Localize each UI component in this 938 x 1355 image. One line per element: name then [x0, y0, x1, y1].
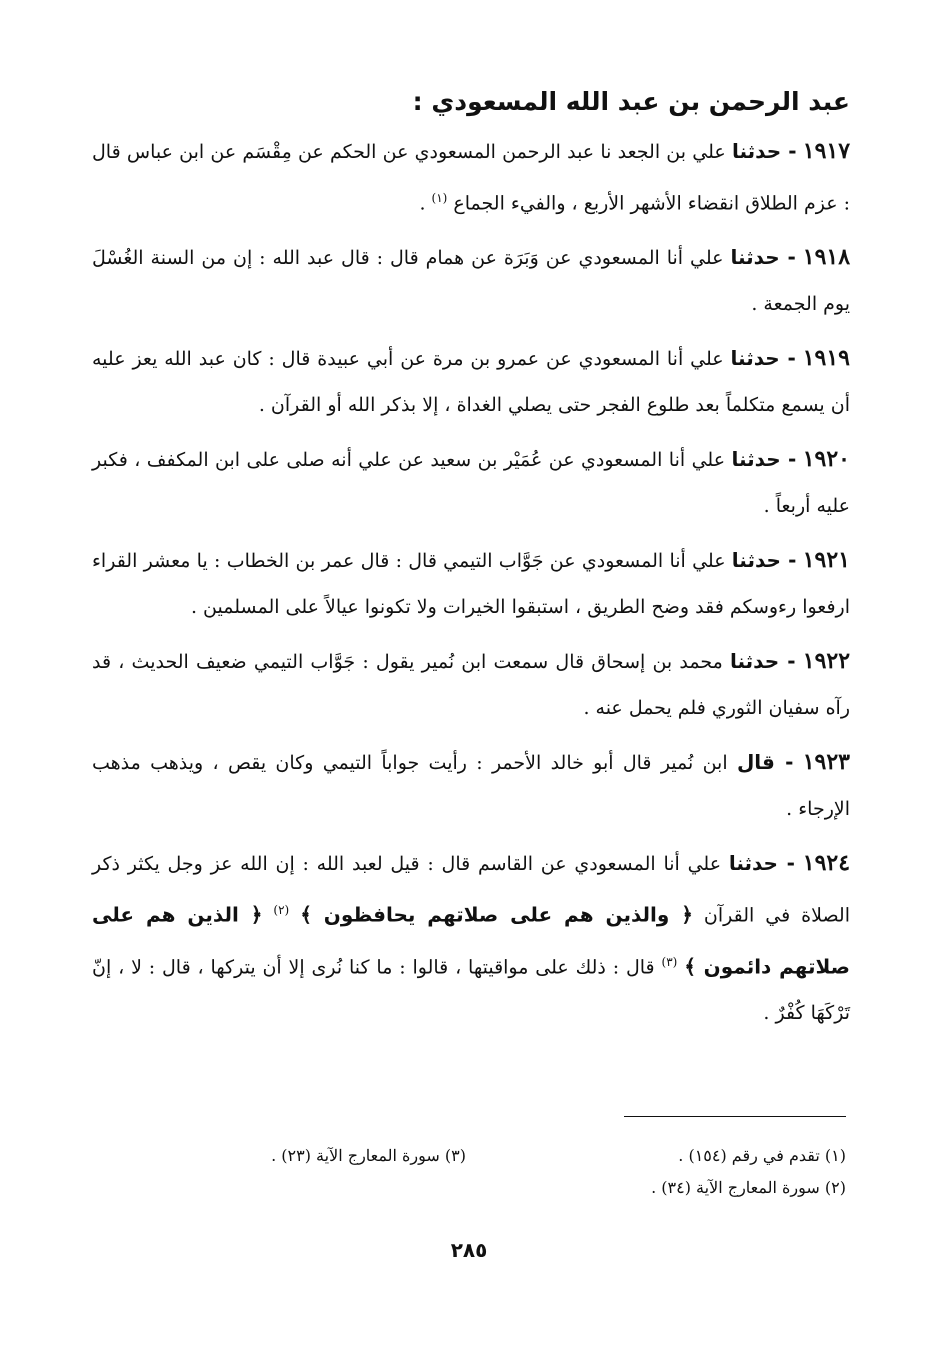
hadith-number: ١٩٢٢ [802, 648, 851, 675]
hadith-text: محمد بن إسحاق قال سمعت ابن نُمير يقول : جَوَّاب التيمي ضعيف الحديث ، قد رآه سفيان الثوري فلم يحمل عنه . [92, 651, 850, 720]
footnote-ref: (١) [431, 191, 448, 205]
narration-keyword: حدثنا [731, 548, 781, 573]
hadith-text-tail: قال : ذلك على مواقيتها ، قالوا : ما كنا نُرى إلا أن يتركها ، قال : لا ، إنّ تَرْكَهَا كُفْرٌ . [92, 955, 850, 1024]
hadith-1922: ١٩٢٢ - حدثنا محمد بن إسحاق قال سمعت ابن نُمير يقول : جَوَّاب التيمي ضعيف الحديث ، قد رآه سفيان الثوري فلم يحمل عنه . [92, 648, 851, 720]
hadith-1918: ١٩١٨ - حدثنا علي أنا المسعودي عن وَبَرَة عن همام قال : قال عبد الله : إن من السنة الغُسْلَ يوم الجمعة . [92, 244, 851, 316]
hadith-1921: ١٩٢١ - حدثنا علي أنا المسعودي عن جَوَّاب التيمي قال : قال عمر بن الخطاب : يا معشر القراء ارفعوا رءوسكم فقد وضح الطريق ، استبقوا الخيرات ولا تكونوا عيالاً على المسلمين . [92, 547, 850, 619]
narration-keyword: حدثنا [730, 346, 780, 371]
hadith-1924: ١٩٢٤ - حدثنا علي أنا المسعودي عن القاسم قال : قيل لعبد الله : إن الله عز وجل يكثر ذكر الصلاة في القرآن ﴿ والذين هم على صلاتهم يحافظون ﴾ $^{(٢)}$ ﴿ الذين هم على صلاتهم دائمون ﴾ $^{(٣)}$ قال : ذلك على مواقيتها ، قالوا : ما كنا نُرى إلا أن يتركها ، قال : لا ، إنّ تَرْكَهَا كُفْرٌ . [92, 850, 851, 1024]
narration-keyword: قال [736, 750, 775, 775]
hadith-text: علي أنا المسعودي عن عُمَيْر بن سعيد عن علي أنه صلى على ابن المكفف ، فكبر عليه أربعاً . [92, 449, 850, 518]
hadith-number: ١٩١٩ [802, 345, 850, 372]
hadith-text: علي أنا المسعودي عن وَبَرَة عن همام قال : قال عبد الله : إن من السنة الغُسْلَ يوم الجمعة . [92, 247, 850, 316]
hadith-1919: ١٩١٩ - حدثنا علي أنا المسعودي عن عمرو بن مرة عن أبي عبيدة قال : كان عبد الله يعز عليه أن يسمع متكلماً بعد طلوع الفجر حتى يصلي الغداة ، إلا بذكر الله أو القرآن . [92, 345, 850, 417]
hadith-number: ١٩١٨ [802, 244, 851, 271]
footnote-divider [624, 1116, 846, 1117]
hadith-1923: ١٩٢٣ - قال ابن نُمير قال أبو خالد الأحمر : رأيت جواباً التيمي وكان يقص ، ويذهب مذهب الإرجاء . [92, 749, 850, 821]
quran-quote: ﴿ الذين هم على صلاتهم دائمون ﴾ [92, 902, 851, 978]
hadith-text: علي بن الجعد نا عبد الرحمن المسعودي عن الحكم عن مِقْسَم عن ابن عباس قال : عزم الطلاق انقضاء الأشهر الأربع ، والفيء الجماع [92, 141, 850, 215]
hadith-number: ١٩٢٠ [802, 446, 850, 473]
hadith-number: ١٩١٧ [802, 138, 851, 164]
hadith-text: علي أنا المسعودي عن جَوَّاب التيمي قال : قال عمر بن الخطاب : يا معشر القراء ارفعوا رءوسكم فقد وضح الطريق ، استبقوا الخيرات ولا تكونوا عيالاً على المسلمين . [92, 550, 850, 619]
hadith-text: علي أنا المسعودي عن القاسم قال : قيل لعبد الله : إن الله عز وجل يكثر ذكر الصلاة في القرآن [92, 853, 850, 927]
narration-keyword: حدثنا [729, 649, 780, 674]
footnote-3: (٣) سورة المعارج الآية (٢٣) . [271, 1146, 466, 1165]
footnote-2: (٢) سورة المعارج الآية (٣٤) . [651, 1178, 846, 1197]
hadith-1917: ١٩١٧ - حدثنا علي بن الجعد نا عبد الرحمن المسعودي عن الحكم عن مِقْسَم عن ابن عباس قال : عزم الطلاق انقضاء الأشهر الأربع ، والفيء الجماع $^{(١)}$ . [92, 138, 851, 215]
narration-keyword: حدثنا [731, 447, 781, 472]
hadith-text: ابن نُمير قال أبو خالد الأحمر : رأيت جواباً التيمي وكان يقص ، ويذهب مذهب الإرجاء . [92, 752, 850, 821]
footnote-ref: (٢) [273, 903, 290, 918]
footnote-ref: (٣) [661, 954, 678, 969]
hadith-number: ١٩٢٤ [802, 850, 851, 877]
narration-keyword: حدثنا [731, 139, 782, 163]
section-heading: عبد الرحمن بن عبد الله المسعودي : [412, 87, 850, 116]
narration-keyword: حدثنا [728, 851, 778, 876]
narration-keyword: حدثنا [730, 245, 780, 270]
hadith-number: ١٩٢١ [802, 547, 850, 574]
quran-quote: ﴿ والذين هم على صلاتهم يحافظون ﴾ [300, 902, 693, 927]
hadith-number: ١٩٢٣ [802, 749, 850, 776]
footnote-1: (١) تقدم في رقم (١٥٤) . [678, 1146, 846, 1165]
hadith-1920: ١٩٢٠ - حدثنا علي أنا المسعودي عن عُمَيْر بن سعيد عن علي أنه صلى على ابن المكفف ، فكبر عليه أربعاً . [92, 446, 850, 518]
hadith-text: علي أنا المسعودي عن عمرو بن مرة عن أبي عبيدة قال : كان عبد الله يعز عليه أن يسمع متكلماً بعد طلوع الفجر حتى يصلي الغداة ، إلا بذكر الله أو القرآن . [92, 348, 850, 417]
page-body [92, 80, 850, 1036]
footnotes [86, 1140, 846, 1204]
page-number: ٢٨٥ [450, 1238, 488, 1262]
